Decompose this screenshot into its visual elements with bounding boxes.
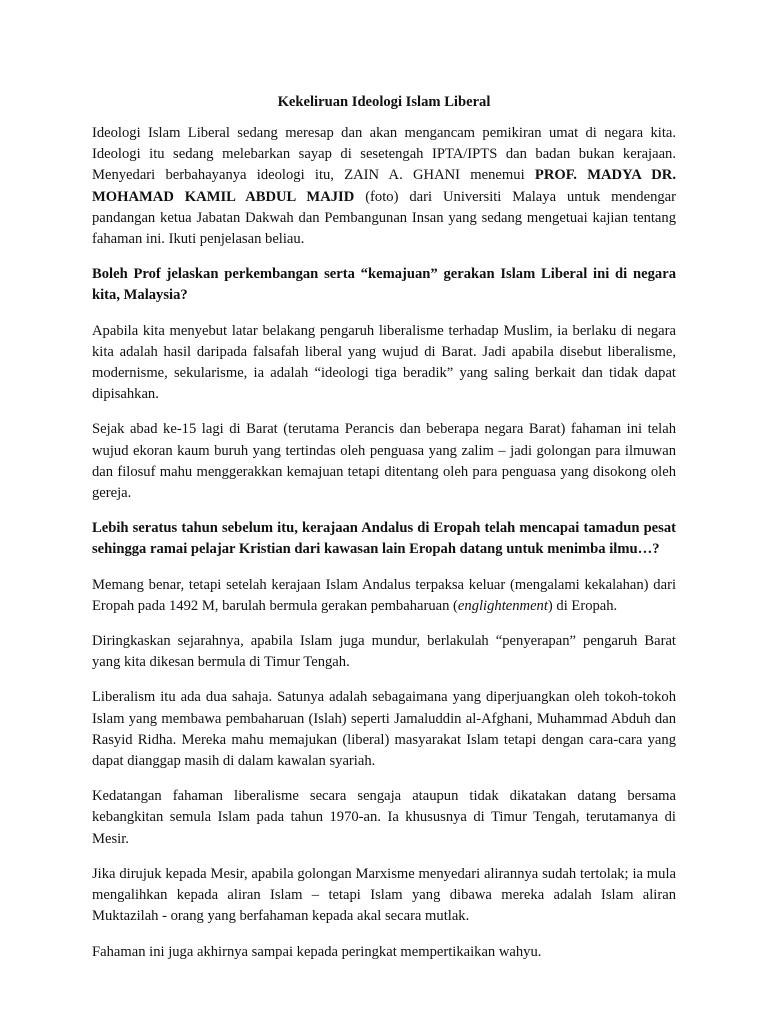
- answer-paragraph-4: Diringkaskan sejarahnya, apabila Islam juga mundur, berlakulah “penyerapan” pengaruh Barat yang kita dikesan bermula di Timur Tengah.: [92, 633, 676, 671]
- intro-paragraph: [92, 123, 676, 250]
- intro-text-end: (foto) dari Universiti Malaya untuk mendengar pandangan ketua Jabatan Dakwah dan Pembangunan Insan yang sedang mengetuai kajian tentang fahaman ini. Ikuti penjelasan beliau.: [92, 188, 677, 248]
- enlightenment-term: englightenment: [457, 597, 548, 614]
- answer-3-text-end: ) di Eropah.: [547, 597, 618, 614]
- interviewee-name: PROF. MADYA DR. MOHAMAD KAMIL ABDUL MAJID: [92, 167, 676, 205]
- answer-paragraph-8: Fahaman ini juga akhirnya sampai kepada peringkat mempertikaikan wahyu.: [92, 943, 542, 960]
- answer-paragraph-6: Kedatangan fahaman liberalisme secara sengaja ataupun tidak dikatakan datang bersama kebangkitan semula Islam pada tahun 1970-an. Ia khususnya di Timur Tengah, terutamanya di Mesir.: [92, 788, 676, 847]
- question-2: Lebih seratus tahun sebelum itu, kerajaan Andalus di Eropah telah mencapai tamadun pesat sehingga ramai pelajar Kristian dari kawasan lain Eropah datang untuk menimba ilmu…?: [92, 520, 676, 558]
- answer-paragraph-2: Sejak abad ke-15 lagi di Barat (terutama Perancis dan beberapa negara Barat) fahaman ini telah wujud ekoran kaum buruh yang tertindas oleh penguasa yang zalim – jadi golongan para ilmuwan dan filosuf mahu menggerakkan kemajuan tetapi ditentang oleh para penguasa yang disokong oleh gereja.: [92, 421, 676, 502]
- answer-paragraph-5: Liberalism itu ada dua sahaja. Satunya adalah sebagaimana yang diperjuangkan oleh tokoh-tokoh Islam yang membawa pembaharuan (Islah) seperti Jamaluddin al-Afghani, Muhammad Abduh dan Rasyid Ridha. Mereka mahu memajukan (liberal) masyarakat Islam tetapi dengan cara-cara yang dapat dianggap masih di dalam kawalan syariah.: [92, 689, 676, 770]
- question-1: Boleh Prof jelaskan perkembangan serta “kemajuan” gerakan Islam Liberal ini di negara kita, Malaysia?: [92, 266, 676, 304]
- document-title: Kekeliruan Ideologi Islam Liberal: [277, 94, 491, 110]
- answer-3-text-start: Memang benar, tetapi setelah kerajaan Islam Andalus terpaksa keluar (mengalami kekalahan) dari Eropah pada 1492 M, barulah bermula gerakan pembaharuan (: [92, 576, 676, 614]
- answer-paragraph-1: Apabila kita menyebut latar belakang pengaruh liberalisme terhadap Muslim, ia berlaku di negara kita adalah hasil daripada falsafah liberal yang wujud di Barat. Jadi apabila disebut liberalisme, modernisme, sekularisme, ia adalah “ideologi tiga beradik” yang saling berkait dan tidak dapat dipisahkan.: [92, 322, 676, 403]
- intro-text-start: Ideologi Islam Liberal sedang meresap dan akan mengancam pemikiran umat di negara kita. Ideologi itu sedang melebarkan sayap di sesetengah IPTA/IPTS dan badan bukan kerajaan. Menyedari berbahayanya ideologi itu, ZAIN A. GHANI menemui: [92, 125, 676, 184]
- answer-paragraph-7: Jika dirujuk kepada Mesir, apabila golongan Marxisme menyedari alirannya sudah tertolak; ia mula mengalihkan kepada aliran Islam – tetapi Islam yang dibawa mereka adalah Islam aliran Muktazilah - orang yang berfahaman kepada akal secara mutlak.: [92, 865, 676, 925]
- answer-paragraph-3: [92, 575, 676, 617]
